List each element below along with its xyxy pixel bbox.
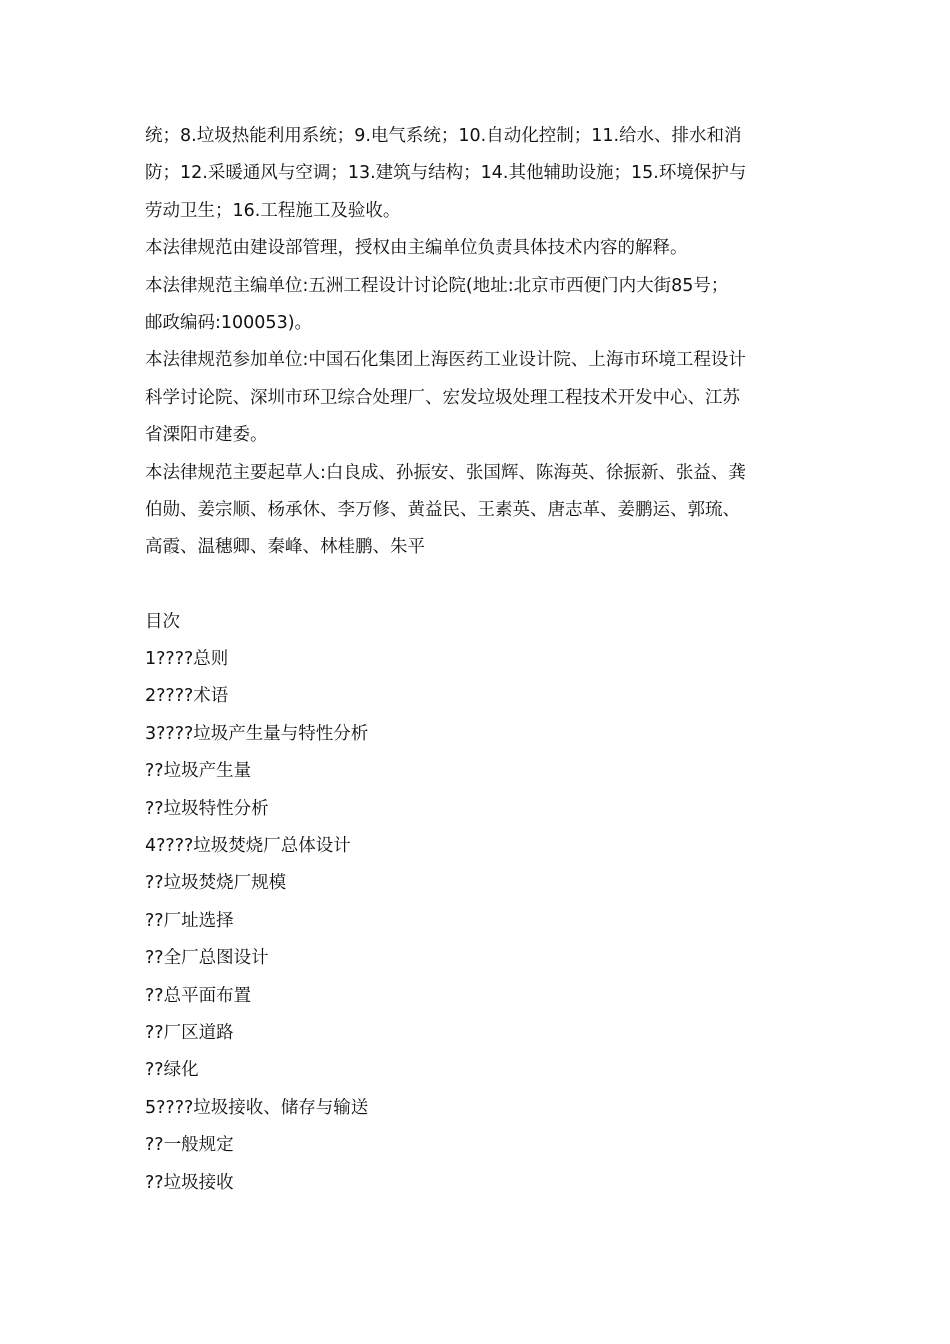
toc-item: ??厂区道路 (145, 1022, 234, 1043)
toc-item: 3????垃圾产生量与特性分析 (145, 723, 369, 744)
toc-item: ??垃圾产生量 (145, 761, 252, 782)
text-line: 科学讨论院、深圳市环卫综合处理厂、宏发垃圾处理工程技术开发中心、江苏 (145, 387, 740, 408)
paragraph-management (145, 230, 815, 267)
paragraph-system-list (145, 118, 815, 230)
text-line: 伯勋、姜宗顺、杨承休、李万修、黄益民、王素英、唐志革、姜鹏运、郭琉、 (145, 499, 740, 520)
text-line: 统；8.垃圾热能利用系统；9.电气系统；10.自动化控制；11.给水、排水和消 (145, 126, 742, 146)
toc-title: 目次 (145, 611, 180, 632)
table-of-contents (145, 604, 815, 1202)
toc-item: ??厂址选择 (145, 910, 234, 931)
toc-item: ??绿化 (145, 1060, 199, 1081)
text-line: 防；12.采暖通风与空调；13.建筑与结构；14.其他辅助设施；15.环境保护与 (145, 163, 747, 184)
toc-item: ??一般规定 (145, 1135, 234, 1156)
toc-item: 2????术语 (145, 686, 229, 707)
text-line: 本法律规范由建设部管理，授权由主编单位负责具体技术内容的解释。 (145, 238, 688, 259)
text-line: 劳动卫生；16.工程施工及验收。 (145, 200, 401, 221)
toc-item: 1????总则 (145, 649, 229, 670)
toc-item: 4????垃圾焚烧厂总体设计 (145, 836, 351, 857)
toc-item: ??总平面布置 (145, 985, 252, 1006)
paragraph-chief-editor (145, 268, 815, 343)
text-line: 本法律规范主要起草人:白良成、孙振安、张国辉、陈海英、徐振新、张益、龚 (145, 462, 746, 483)
text-line: 高霞、温穗卿、秦峰、林桂鹏、朱平 (145, 537, 425, 558)
toc-item: ??全厂总图设计 (145, 948, 269, 969)
text-line: 本法律规范参加单位:中国石化集团上海医药工业设计院、上海市环境工程设计 (145, 350, 746, 371)
text-line: 本法律规范主编单位:五洲工程设计讨论院(地址:北京市西便门内大街85号； (145, 275, 729, 296)
document-page (145, 118, 815, 1202)
paragraph-drafters (145, 455, 815, 567)
text-line: 邮政编码:100053)。 (145, 312, 313, 333)
toc-item: ??垃圾焚烧厂规模 (145, 873, 287, 894)
toc-item: ??垃圾接收 (145, 1172, 234, 1193)
toc-item: 5????垃圾接收、储存与输送 (145, 1097, 369, 1118)
text-line: 省溧阳市建委。 (145, 425, 268, 446)
toc-item: ??垃圾特性分析 (145, 798, 269, 819)
paragraph-participants (145, 342, 815, 454)
